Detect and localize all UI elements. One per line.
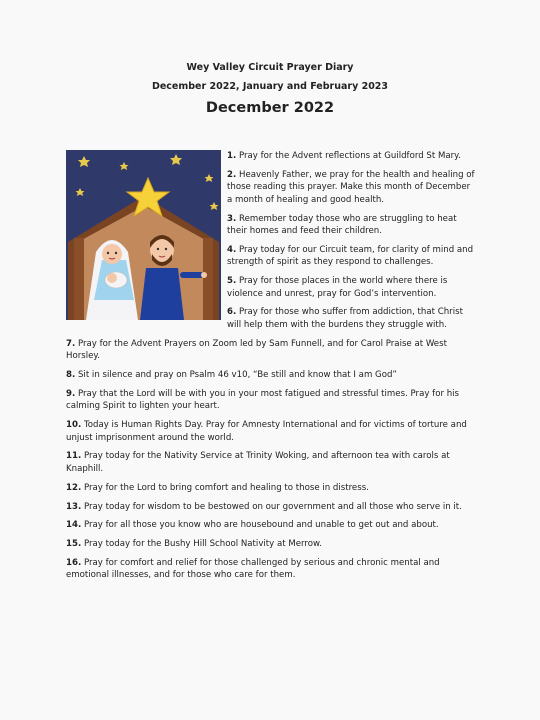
prayer-day-number: 2. bbox=[227, 169, 237, 180]
prayer-text: Pray for those places in the world where there is violence and unrest, pray for God’s intervention. bbox=[227, 276, 448, 299]
prayer-day-number: 4. bbox=[227, 244, 237, 255]
prayer-entry bbox=[66, 519, 478, 532]
prayer-text: Pray for the Advent reflections at Guildford St Mary. bbox=[236, 151, 461, 161]
prayer-day-number: 10. bbox=[66, 420, 82, 431]
prayer-entry bbox=[66, 482, 478, 495]
prayer-day-number: 1. bbox=[227, 151, 237, 161]
prayer-text: Remember today those who are struggling to heat their homes and feed their children. bbox=[227, 213, 457, 237]
prayer-list bbox=[66, 150, 478, 588]
prayer-entry bbox=[66, 450, 478, 475]
month-heading: December 2022 bbox=[205, 100, 335, 116]
prayer-entry bbox=[66, 538, 478, 551]
nativity-scene-icon bbox=[66, 150, 221, 320]
prayer-text: Heavenly Father, we pray for the health and healing of those reading this prayer. Make this month of December a month of healing and good health. bbox=[227, 169, 475, 205]
prayer-entry bbox=[66, 557, 478, 582]
prayer-text: Pray for the Lord to bring comfort and healing to those in distress. bbox=[81, 482, 369, 493]
prayer-text: Pray today for the Nativity Service at Trinity Woking, and afternoon tea with carols at Knaphill. bbox=[66, 451, 450, 474]
prayer-text: Today is Human Rights Day. Pray for Amnesty International and for victims of torture and unjust imprisonment around the world. bbox=[66, 420, 467, 443]
prayer-text: Pray for all those you know who are housebound and unable to get out and about. bbox=[81, 520, 439, 531]
prayer-text: Pray that the Lord will be with you in your most fatigued and stressful times. Pray for his calming Spirit to lighten your heart. bbox=[66, 388, 460, 412]
prayer-entry bbox=[66, 388, 478, 413]
prayer-day-number: 15. bbox=[66, 539, 82, 550]
prayer-entry bbox=[66, 369, 478, 382]
prayer-text: Pray today for the Bushy Hill School Nativity at Merrow. bbox=[81, 539, 323, 550]
prayer-text: Pray for the Advent Prayers on Zoom led by Sam Funnell, and for Carol Praise at West Horsley. bbox=[66, 338, 447, 362]
prayer-day-number: 7. bbox=[66, 338, 76, 349]
prayer-day-number: 16. bbox=[66, 557, 82, 568]
prayer-entry bbox=[66, 501, 478, 514]
prayer-day-number: 5. bbox=[227, 276, 237, 287]
diary-period: December 2022, January and February 2023 bbox=[151, 81, 389, 92]
prayer-text: Pray today for wisdom to be bestowed on our government and all those who serve in it. bbox=[81, 501, 462, 512]
prayer-day-number: 6. bbox=[227, 307, 237, 318]
prayer-entry bbox=[66, 419, 478, 444]
prayer-day-number: 12. bbox=[66, 482, 82, 493]
prayer-entry bbox=[66, 338, 478, 363]
prayer-day-number: 13. bbox=[66, 501, 82, 512]
prayer-text: Pray for those who suffer from addiction, that Christ will help them with the burdens they struggle with. bbox=[227, 307, 463, 330]
prayer-text: Pray today for our Circuit team, for clarity of mind and strength of spirit as they respond to challenges. bbox=[227, 244, 474, 268]
diary-title: Wey Valley Circuit Prayer Diary bbox=[186, 62, 354, 73]
prayer-day-number: 11. bbox=[66, 451, 82, 462]
prayer-day-number: 9. bbox=[66, 388, 76, 399]
prayer-day-number: 3. bbox=[227, 213, 237, 224]
prayer-day-number: 8. bbox=[66, 370, 76, 381]
prayer-day-number: 14. bbox=[66, 520, 82, 531]
prayer-text: Pray for comfort and relief for those challenged by serious and chronic mental and emotional illnesses, and for those who care for them. bbox=[66, 557, 440, 581]
prayer-text: Sit in silence and pray on Psalm 46 v10, “Be still and know that I am God” bbox=[75, 370, 397, 381]
